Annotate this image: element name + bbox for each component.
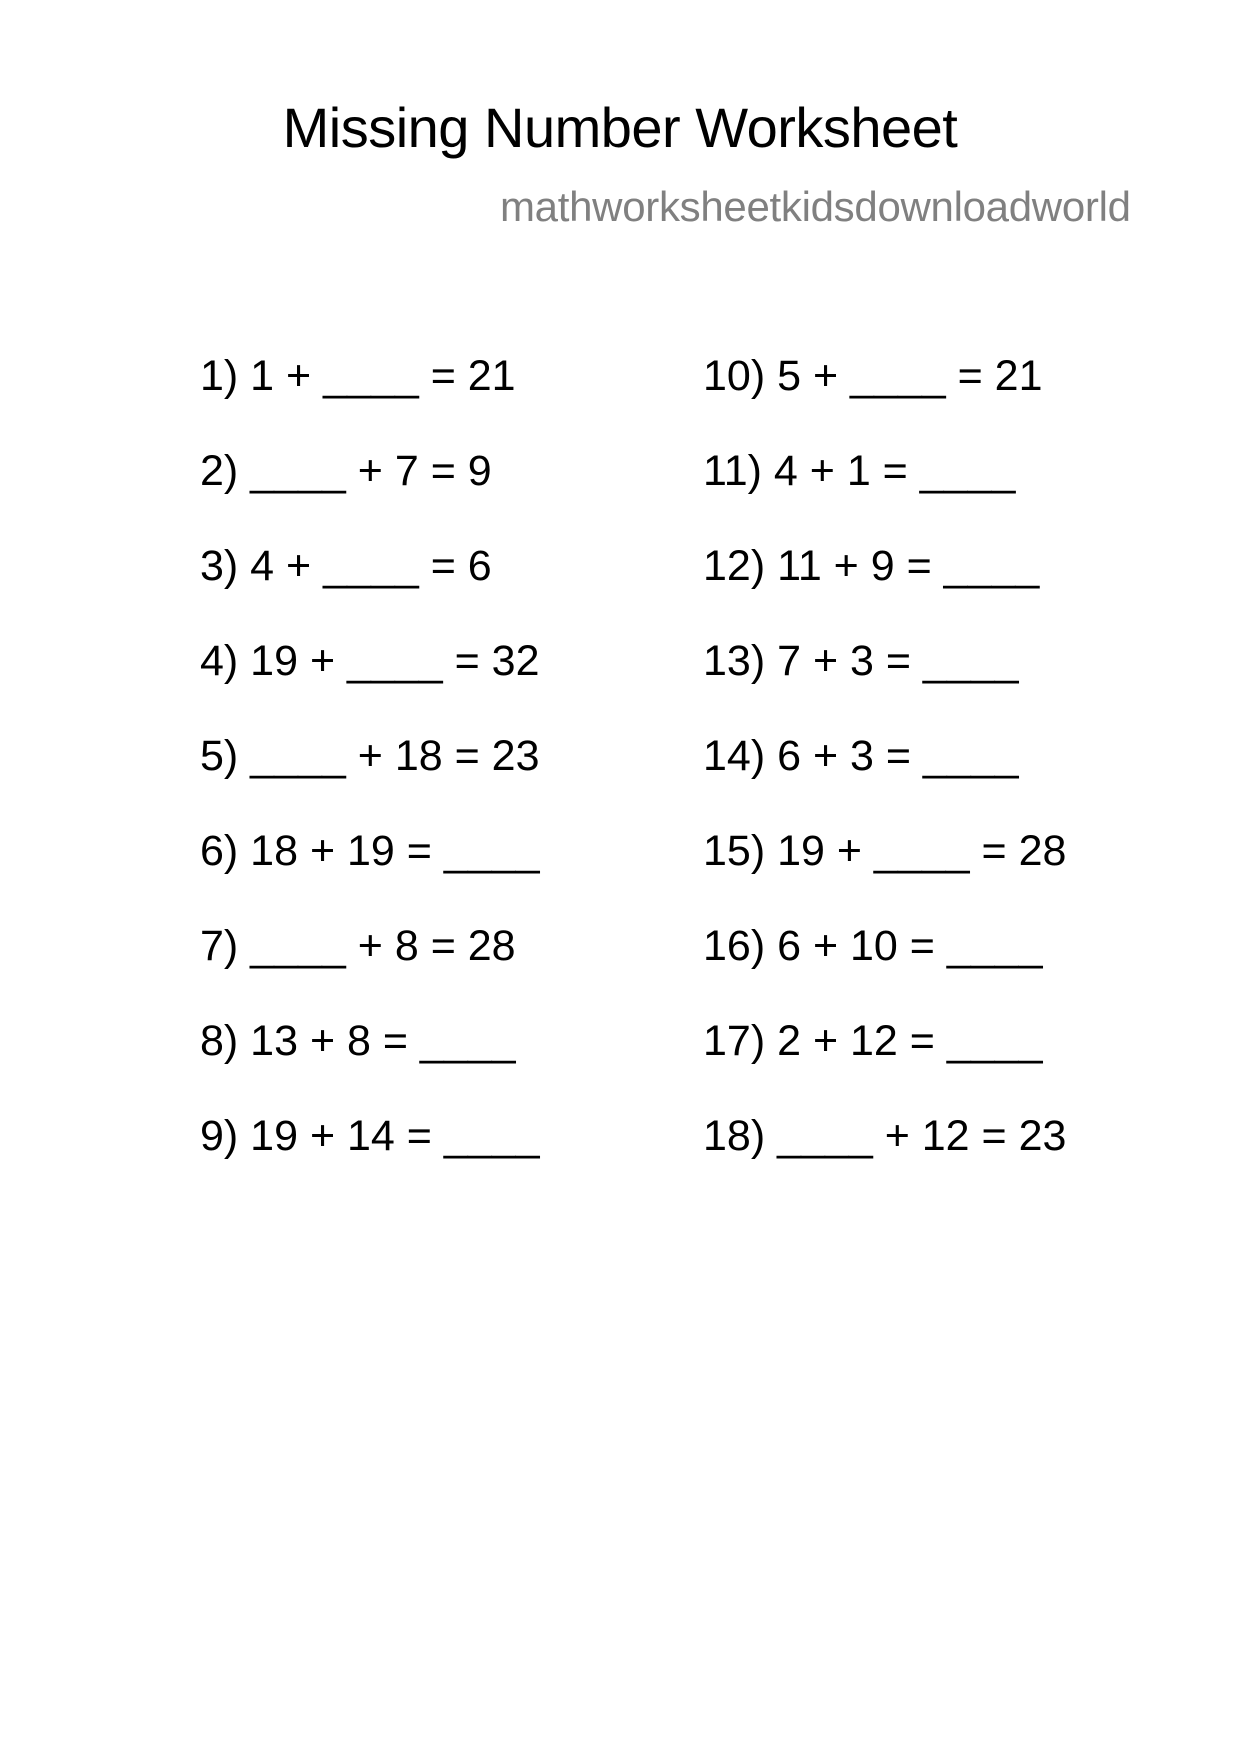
problem-1: 1) 1 + ____ = 21 [200, 352, 516, 400]
problem-9: 9) 19 + 14 = ____ [200, 1112, 540, 1160]
problem-16: 16) 6 + 10 = ____ [703, 922, 1043, 970]
site-watermark: mathworksheetkidsdownloadworld [500, 183, 1131, 230]
problem-11: 11) 4 + 1 = ____ [703, 447, 1016, 495]
problem-8: 8) 13 + 8 = ____ [200, 1017, 516, 1065]
problem-15: 15) 19 + ____ = 28 [703, 827, 1067, 875]
problem-2: 2) ____ + 7 = 9 [200, 447, 492, 495]
problem-7: 7) ____ + 8 = 28 [200, 922, 516, 970]
problem-18: 18) ____ + 12 = 23 [703, 1112, 1067, 1160]
problem-12: 12) 11 + 9 = ____ [703, 542, 1040, 590]
problem-17: 17) 2 + 12 = ____ [703, 1017, 1043, 1065]
page-title: Missing Number Worksheet [282, 96, 958, 159]
problem-4: 4) 19 + ____ = 32 [200, 637, 540, 685]
problem-14: 14) 6 + 3 = ____ [703, 732, 1019, 780]
problem-3: 3) 4 + ____ = 6 [200, 542, 492, 590]
problem-5: 5) ____ + 18 = 23 [200, 732, 540, 780]
problems-left-column [200, 348, 540, 1203]
problems-right-column [703, 348, 1066, 1203]
problem-6: 6) 18 + 19 = ____ [200, 827, 540, 875]
problem-10: 10) 5 + ____ = 21 [703, 352, 1043, 400]
problem-13: 13) 7 + 3 = ____ [703, 637, 1019, 685]
